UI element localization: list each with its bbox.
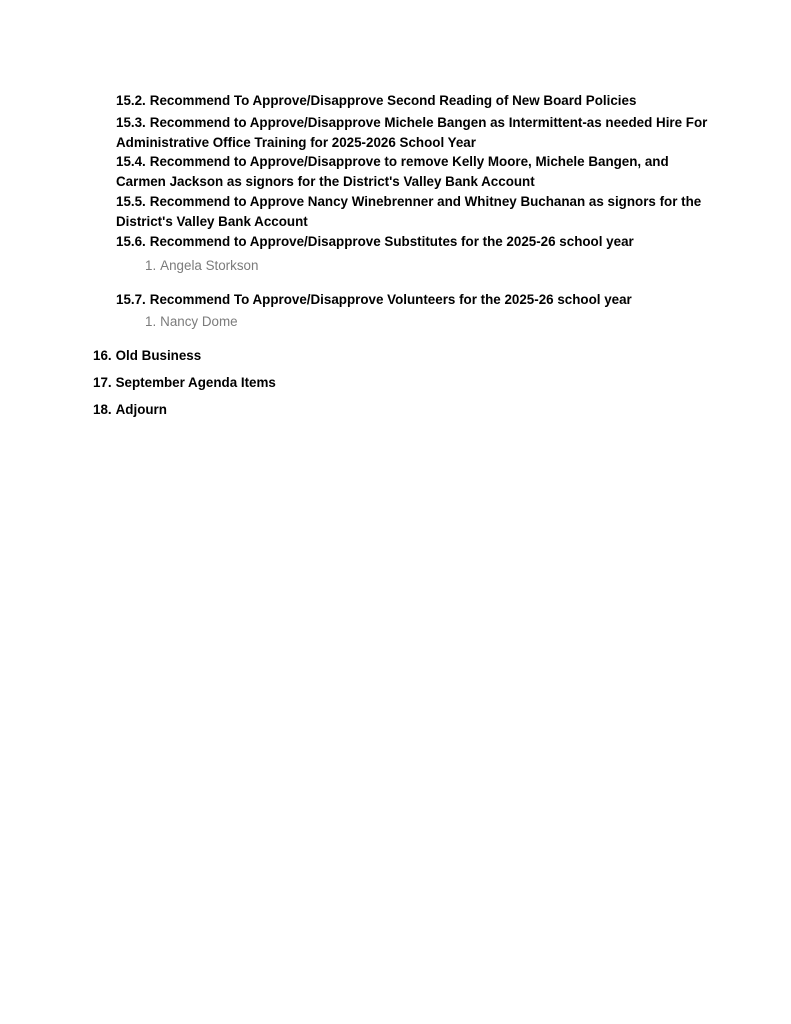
item-number: 15.5.: [116, 194, 146, 209]
item-text: Recommend to Approve/Disapprove Michele Bangen as Intermittent-as needed Hire For Administrative Office Training for 2025-2026 School Year: [116, 115, 708, 150]
agenda-item-15-5: [116, 192, 716, 231]
agenda-item-17: [93, 374, 276, 392]
list-number: 1.: [145, 258, 157, 273]
item-number: 15.7.: [116, 292, 146, 307]
item-number: 16.: [93, 348, 112, 363]
item-number: 15.2.: [116, 93, 146, 108]
item-text: September Agenda Items: [115, 375, 276, 390]
item-text: Old Business: [115, 348, 202, 363]
item-text: Recommend To Approve/Disapprove Volunteers for the 2025-26 school year: [149, 292, 632, 307]
substitute-name: Angela Storkson: [160, 258, 259, 273]
agenda-item-15-2: [116, 91, 716, 111]
list-number: 1.: [145, 314, 157, 329]
item-text: Adjourn: [115, 402, 167, 417]
item-text: Recommend to Approve Nancy Winebrenner and Whitney Buchanan as signors for the District's Valley Bank Account: [116, 194, 702, 229]
agenda-item-15-4: [116, 152, 716, 191]
volunteer-name: Nancy Dome: [160, 314, 238, 329]
agenda-item-15-6: [116, 232, 716, 252]
agenda-item-16: [93, 347, 201, 365]
substitute-list-item: [145, 257, 258, 275]
item-number: 15.3.: [116, 115, 146, 130]
volunteer-list-item: [145, 313, 238, 331]
agenda-item-18: [93, 401, 167, 419]
item-number: 17.: [93, 375, 112, 390]
item-text: Recommend To Approve/Disapprove Second Reading of New Board Policies: [149, 93, 637, 108]
item-number: 15.6.: [116, 234, 146, 249]
item-number: 15.4.: [116, 154, 146, 169]
item-text: Recommend to Approve/Disapprove Substitutes for the 2025-26 school year: [149, 234, 634, 249]
item-text: Recommend to Approve/Disapprove to remove Kelly Moore, Michele Bangen, and Carmen Jackson as signors for the District's Valley Bank Account: [116, 154, 669, 189]
item-number: 18.: [93, 402, 112, 417]
agenda-item-15-3: [116, 113, 716, 152]
agenda-item-15-7: [116, 290, 716, 310]
